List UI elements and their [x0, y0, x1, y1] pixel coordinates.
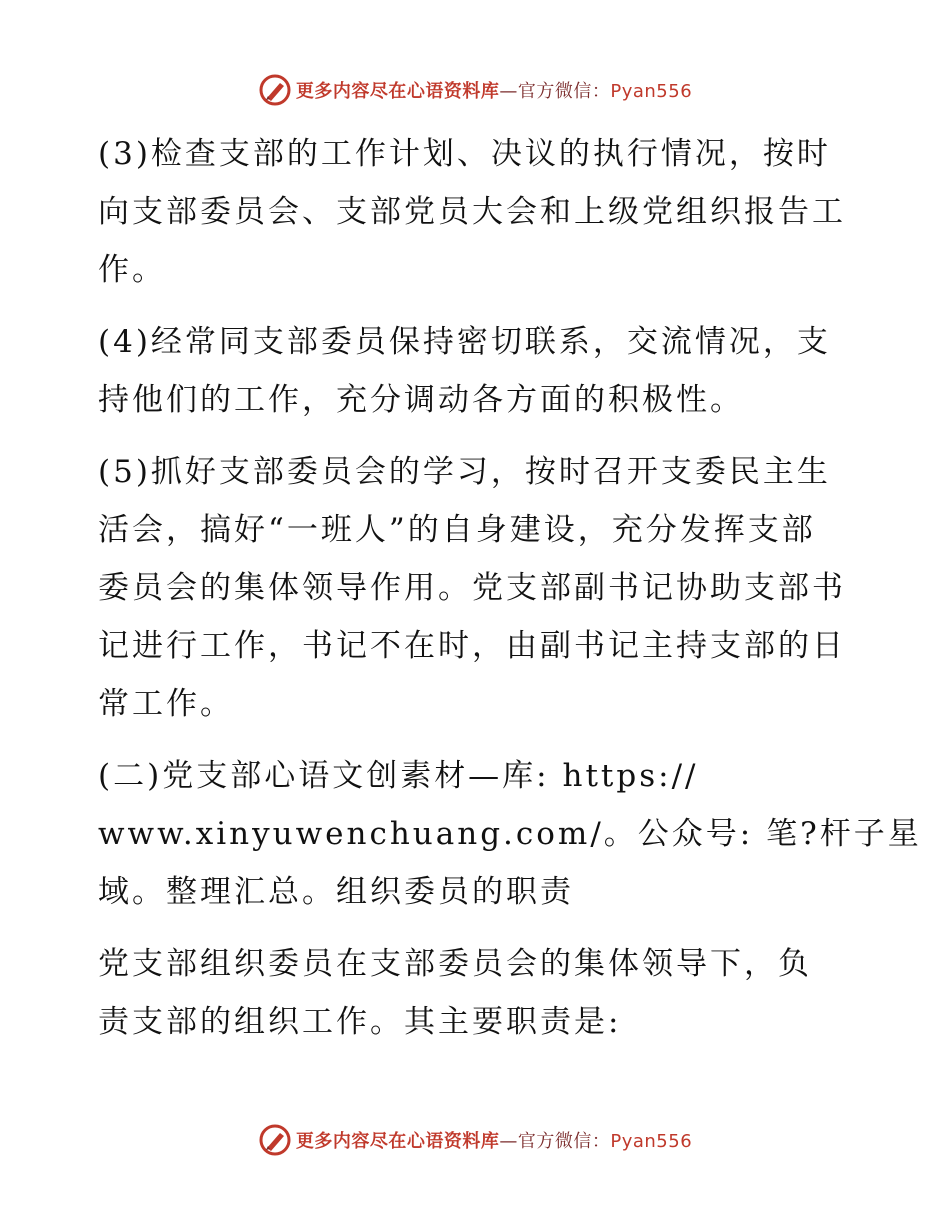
text-line: (4)经常同支部委员保持密切联系，交流情况，支 [98, 324, 831, 360]
banner-official-label: —官方微信： [499, 81, 611, 102]
banner-main-text: 更多内容尽在心语资料库 [295, 1131, 500, 1152]
text-line: 向支部委员会、支部党员大会和上级党组织报告工 [98, 194, 846, 230]
banner-text [296, 77, 692, 103]
pen-logo-icon [258, 73, 292, 107]
text-line: 责支部的组织工作。其主要职责是: [98, 1004, 622, 1040]
text-line: www.xinyuwenchuang.com/。公众号: 笔?杆子星 [98, 816, 922, 852]
banner-main-text: 更多内容尽在心语资料库 [295, 81, 500, 102]
text-line: 活会，搞好“一班人”的自身建设，充分发挥支部 [98, 512, 816, 548]
banner-wechat-id: Pyan556 [610, 1131, 693, 1152]
paragraph-4 [98, 313, 858, 429]
footer-banner [0, 1120, 950, 1160]
text-line: 作。 [98, 252, 166, 288]
banner-official-label: —官方微信： [499, 1131, 611, 1152]
text-line: (5)抓好支部委员会的学习，按时召开支委民主生 [98, 454, 831, 490]
text-line: 记进行工作，书记不在时，由副书记主持支部的日 [98, 628, 846, 664]
text-line: (3)检查支部的工作计划、决议的执行情况，按时 [98, 136, 831, 172]
paragraph-5 [98, 443, 858, 733]
text-line: 持他们的工作，充分调动各方面的积极性。 [98, 382, 744, 418]
section-heading-paragraph [98, 747, 922, 921]
text-line: 域。整理汇总。组织委员的职责 [98, 874, 574, 910]
document-body [98, 125, 922, 1065]
pen-logo-icon [258, 1123, 292, 1157]
header-banner [0, 70, 950, 110]
text-line: (二)党支部心语文创素材—库: https:// [98, 758, 699, 794]
text-line: 委员会的集体领导作用。党支部副书记协助支部书 [98, 570, 846, 606]
banner-wechat-id: Pyan556 [610, 81, 693, 102]
banner-text [296, 1127, 692, 1153]
paragraph-3 [98, 125, 858, 299]
text-line: 常工作。 [98, 686, 234, 722]
organization-committee-paragraph [98, 935, 858, 1051]
text-line: 党支部组织委员在支部委员会的集体领导下，负 [98, 946, 812, 982]
